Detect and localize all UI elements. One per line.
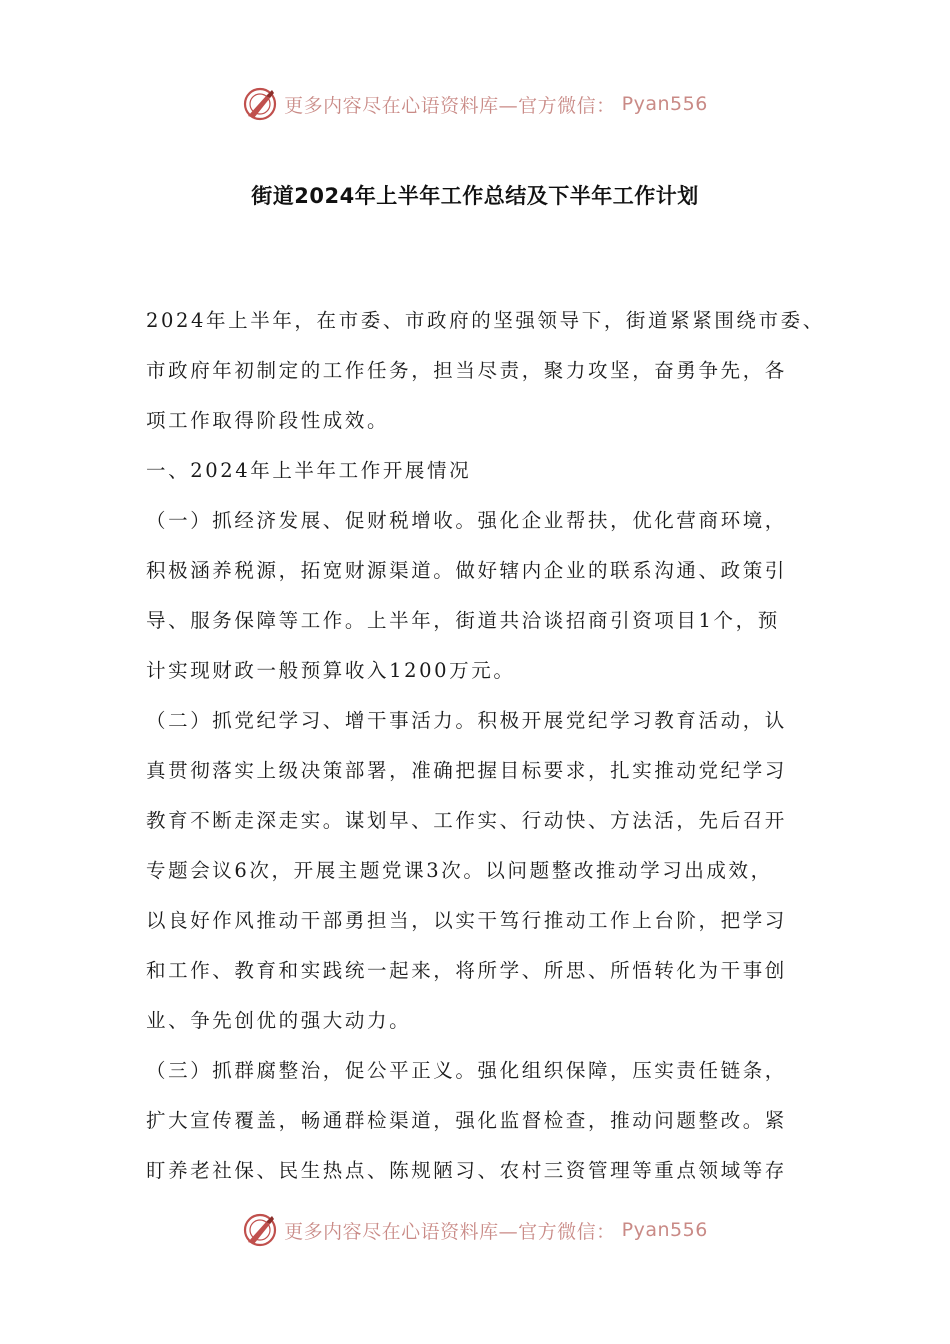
body-line: 专题会议6次，开展主题党课3次。以问题整改推动学习出成效， [146, 859, 773, 882]
body-line: 扩大宣传覆盖，畅通群检渠道，强化监督检查，推动问题整改。紧 [146, 1109, 787, 1132]
body-line: 盯养老社保、民生热点、陈规陋习、农村三资管理等重点领域等存 [146, 1159, 787, 1182]
body-line: 市政府年初制定的工作任务，担当尽责，聚力攻坚，奋勇争先，各 [146, 359, 787, 382]
body-line: 和工作、教育和实践统一起来，将所学、所思、所悟转化为干事创 [146, 959, 787, 982]
watermark-wechat-id: Pyan556 [621, 1219, 708, 1241]
body-line: （一）抓经济发展、促财税增收。强化企业帮扶，优化营商环境， [146, 509, 787, 532]
pen-logo-icon [242, 1212, 278, 1248]
body-line: 业、争先创优的强大动力。 [146, 1009, 412, 1032]
body-line: 2024年上半年，在市委、市政府的坚强领导下，街道紧紧围绕市委、 [146, 309, 825, 332]
body-line: 项工作取得阶段性成效。 [146, 409, 390, 432]
watermark-text: 更多内容尽在心语资料库—官方微信： [284, 94, 616, 117]
document-title: 街道2024年上半年工作总结及下半年工作计划 [251, 184, 699, 208]
watermark-wechat-id: Pyan556 [621, 93, 708, 115]
body-line: （二）抓党纪学习、增干事活力。积极开展党纪学习教育活动，认 [146, 709, 787, 732]
body-line: 教育不断走深走实。谋划早、工作实、行动快、方法活，先后召开 [146, 809, 787, 832]
body-line: 导、服务保障等工作。上半年，街道共洽谈招商引资项目1个，预 [146, 609, 780, 632]
body-line: 积极涵养税源，拓宽财源渠道。做好辖内企业的联系沟通、政策引 [146, 559, 787, 582]
watermark-footer [0, 1212, 950, 1248]
section-heading: 一、2024年上半年工作开展情况 [146, 459, 472, 482]
body-line: 真贯彻落实上级决策部署，准确把握目标要求，扎实推动党纪学习 [146, 759, 787, 782]
document-body [146, 296, 826, 1196]
pen-logo-icon [242, 86, 278, 122]
watermark-text: 更多内容尽在心语资料库—官方微信： [284, 1220, 616, 1243]
watermark-header [0, 86, 950, 122]
body-line: （三）抓群腐整治，促公平正义。强化组织保障，压实责任链条， [146, 1059, 787, 1082]
body-line: 计实现财政一般预算收入1200万元。 [146, 659, 516, 682]
body-line: 以良好作风推动干部勇担当，以实干笃行推动工作上台阶，把学习 [146, 909, 787, 932]
